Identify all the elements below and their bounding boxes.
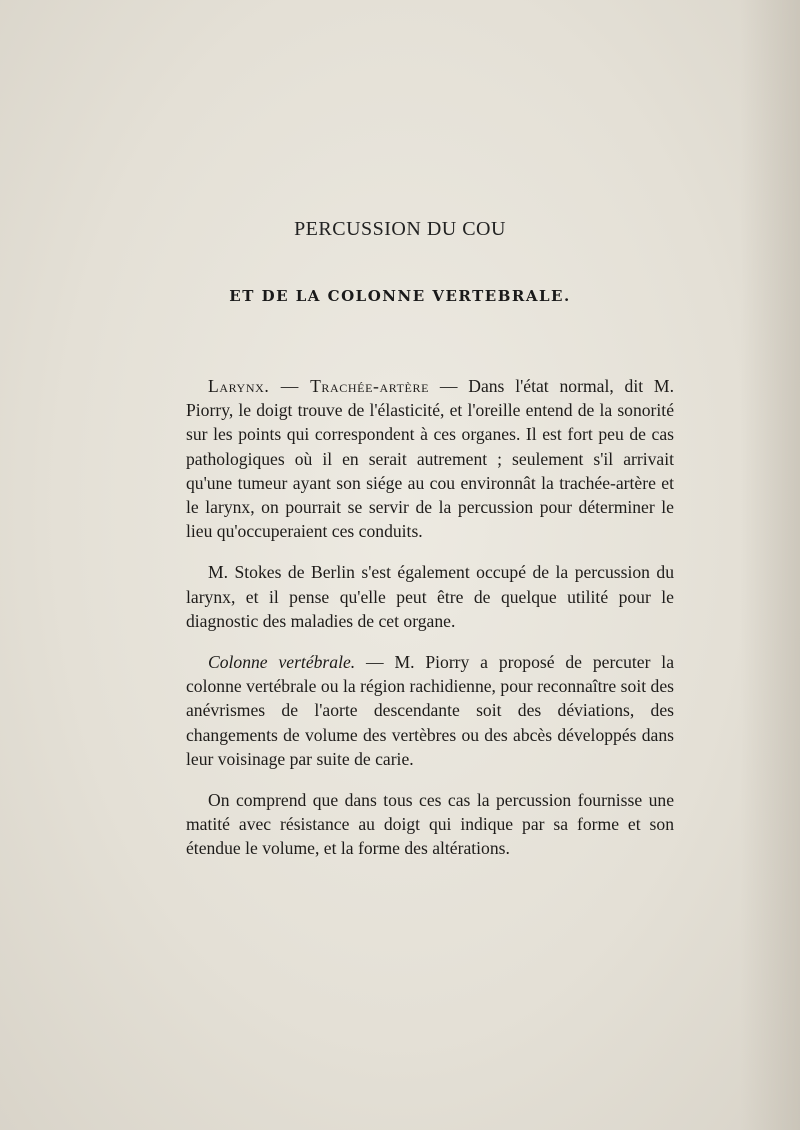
paragraph-text: — M. Piorry a proposé de percuter la colonne vertébrale ou la région rachidienne, pour reconnaître soit des anévrismes de l'aorte descendante soit des déviations, des changements de volume des vertèbres ou des abcès développés dans leur voisinage par suite de carie. [186,652,675,769]
paragraph-larynx [186,374,674,543]
paragraph-lead: Larynx. — Trachée-artère [208,376,430,396]
body-text [186,374,674,878]
page-title: PERCUSSION DU COU [294,218,506,240]
paragraph-stokes [186,560,674,633]
page-subtitle: ET DE LA COLONNE VERTEBRALE. [229,287,571,305]
paragraph-text: On comprend que dans tous ces cas la percussion fournisse une matité avec résistance au doigt qui indique par sa forme et son étendue le volume, et la forme des altérations. [186,790,674,859]
paragraph-lead: Colonne vertébrale. [208,652,356,673]
paragraph-conclusion [186,788,674,861]
paragraph-colonne [186,650,674,771]
paragraph-text: — Dans l'état normal, dit M. Piorry, le doigt trouve de l'élasticité, et l'oreille entend de la sonorité sur les points qui correspondent à ces organes. Il est fort peu de cas pathologiques où il en serait autrement ; seulement s'il arrivait qu'une tumeur ayant son siége au cou environnât la trachée-artère et le larynx, on pourrait se servir de la percussion pour déterminer le lieu qu'occuperaient ces conduits. [186,376,674,542]
paragraph-text: M. Stokes de Berlin s'est également occupé de la percussion du larynx, et il pense qu'elle peut être de quelque utilité pour le diagnostic des maladies de cet organe. [186,562,674,631]
